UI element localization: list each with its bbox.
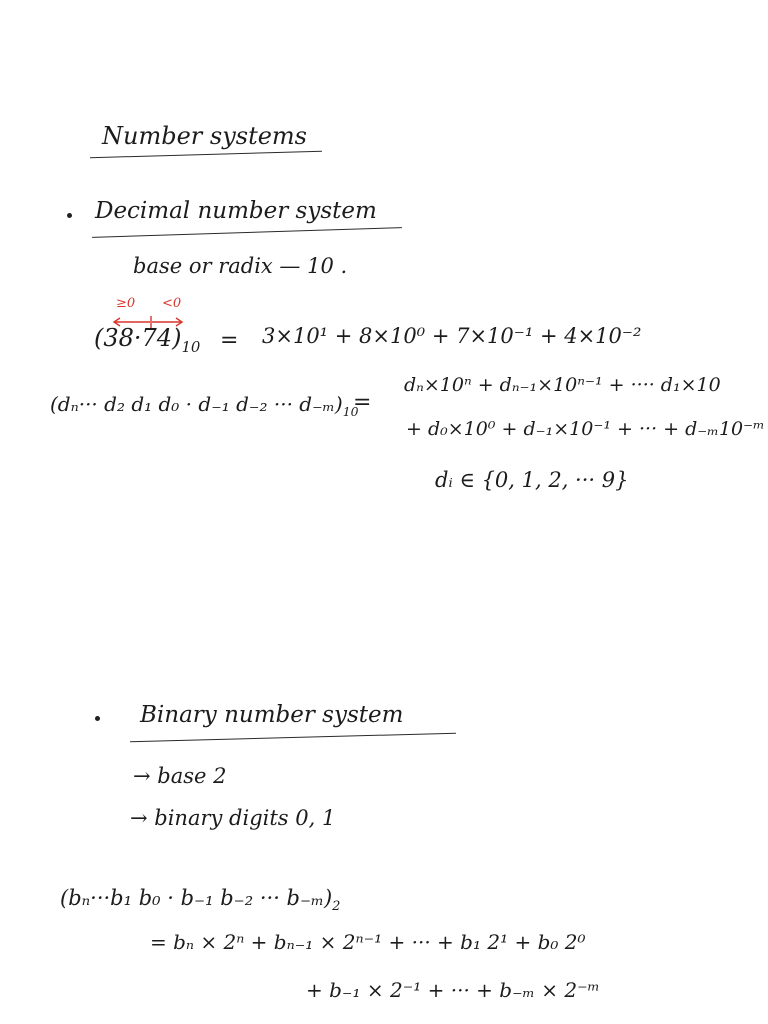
decimal-general-lhs-base: 10 [342,403,359,419]
decimal-general-rhs-1: dₙ×10ⁿ + dₙ₋₁×10ⁿ⁻¹ + ···· d₁×10 [404,374,721,396]
decimal-example-rhs: 3×10¹ + 8×10⁰ + 7×10⁻¹ + 4×10⁻² [262,324,642,348]
binary-expansion-2: + b₋₁ × 2⁻¹ + ··· + b₋ₘ × 2⁻ᵐ [306,978,600,1002]
binary-general-lhs-base: 2 [332,899,341,915]
decimal-example-equals: = [220,328,239,353]
binary-heading: Binary number system [140,702,404,728]
decimal-example-lhs-base: 10 [181,337,201,356]
marker-integer-part: ≥0 [116,296,136,311]
decimal-general-lhs: (dₙ··· d₂ d₁ d₀ · d₋₁ d₋₂ ··· $d_{-m})_{10}$ [50,392,359,419]
binary-expansion-1: = bₙ × 2ⁿ + bₙ₋₁ × 2ⁿ⁻¹ + ··· + b₁ 2¹ + b₀ 2⁰ [150,930,586,954]
decimal-general-rhs-2: + d₀×10⁰ + d₋₁×10⁻¹ + ··· + d₋ₘ10⁻ᵐ [406,418,765,440]
binary-bullet [95,716,100,721]
page-title: Number systems [102,122,307,150]
decimal-heading: Decimal number system [95,198,377,224]
marker-fraction-part: <0 [162,296,182,311]
binary-point-digits: → binary digits 0, 1 [130,806,336,830]
binary-general-lhs: (bₙ···b₁ b₀ · b₋₁ b₋₂ ··· $b_{-m})_2$ [60,886,341,915]
binary-point-base: → base 2 [133,764,227,788]
decimal-example-lhs: $(38\cdot 74)_{10}$ [94,324,201,356]
decimal-digit-set: dᵢ ∈ {0, 1, 2, ··· 9} [435,468,629,492]
decimal-general-equals: = [353,390,372,415]
decimal-base-text: base or radix — 10 . [133,254,348,278]
